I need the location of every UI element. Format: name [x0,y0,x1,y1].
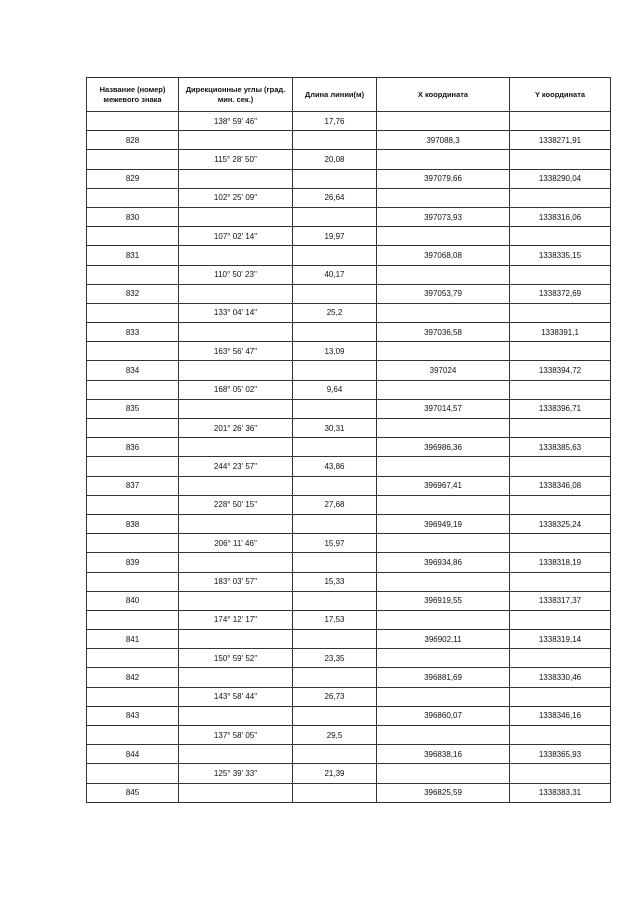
y-coordinate-cell [510,188,611,207]
table-row-segment [87,419,611,438]
line-length-cell [293,591,377,610]
y-coordinate-cell [510,534,611,553]
line-length-cell: 9,64 [293,380,377,399]
line-length-cell [293,169,377,188]
line-length-cell [293,783,377,802]
table-row-mark [87,207,611,226]
line-length-cell [293,246,377,265]
mark-name-cell [87,649,179,668]
x-coordinate-cell [377,112,510,131]
direction-angle-cell: 174° 12' 17" [179,610,293,629]
mark-name-cell: 828 [87,131,179,150]
x-coordinate-cell: 396825,59 [377,783,510,802]
x-coordinate-cell [377,726,510,745]
table-row-mark [87,169,611,188]
table-row-segment [87,188,611,207]
direction-angle-cell: 107° 02' 14" [179,227,293,246]
mark-name-cell [87,764,179,783]
mark-name-cell: 835 [87,399,179,418]
line-length-cell [293,438,377,457]
x-coordinate-cell [377,457,510,476]
mark-name-cell [87,303,179,322]
table-row-mark [87,246,611,265]
direction-angle-cell [179,476,293,495]
direction-angle-cell: 110° 50' 23" [179,265,293,284]
mark-name-cell: 845 [87,783,179,802]
table-row-segment [87,342,611,361]
table-row-segment [87,495,611,514]
direction-angle-cell [179,706,293,725]
y-coordinate-cell: 1338290,04 [510,169,611,188]
direction-angle-cell: 137° 58' 05" [179,726,293,745]
mark-name-cell [87,572,179,591]
table-row-segment [87,687,611,706]
x-coordinate-cell: 397036,58 [377,323,510,342]
line-length-cell [293,514,377,533]
line-length-cell [293,476,377,495]
y-coordinate-cell [510,726,611,745]
y-coordinate-cell [510,227,611,246]
direction-angle-cell: 115° 28' 50" [179,150,293,169]
table-row-mark [87,745,611,764]
table-row-mark [87,284,611,303]
table-row-segment [87,649,611,668]
table-row-mark [87,399,611,418]
y-coordinate-cell: 1338325,24 [510,514,611,533]
direction-angle-cell [179,399,293,418]
table-row-segment [87,726,611,745]
x-coordinate-cell [377,610,510,629]
direction-angle-cell: 143° 58' 44" [179,687,293,706]
direction-angle-cell [179,131,293,150]
x-coordinate-cell: 397024 [377,361,510,380]
mark-name-cell [87,534,179,553]
line-length-cell: 25,2 [293,303,377,322]
table-row-segment [87,112,611,131]
line-length-cell: 21,39 [293,764,377,783]
mark-name-cell [87,227,179,246]
mark-name-cell: 836 [87,438,179,457]
direction-angle-cell: 125° 39' 33" [179,764,293,783]
y-coordinate-cell: 1338330,46 [510,668,611,687]
direction-angle-cell [179,207,293,226]
line-length-cell: 29,5 [293,726,377,745]
direction-angle-cell: 228° 50' 15" [179,495,293,514]
table-body [87,112,611,803]
direction-angle-cell [179,553,293,572]
x-coordinate-cell: 397014,57 [377,399,510,418]
x-coordinate-cell [377,764,510,783]
direction-angle-cell [179,783,293,802]
mark-name-cell: 843 [87,706,179,725]
direction-angle-cell [179,246,293,265]
mark-name-cell [87,380,179,399]
x-coordinate-cell [377,380,510,399]
y-coordinate-cell: 1338316,06 [510,207,611,226]
header-direction-angle: Дирекционные углы (град. мин. сек.) [179,78,293,112]
x-coordinate-cell [377,572,510,591]
line-length-cell: 15,97 [293,534,377,553]
direction-angle-cell [179,323,293,342]
mark-name-cell [87,610,179,629]
x-coordinate-cell: 396949,19 [377,514,510,533]
line-length-cell: 40,17 [293,265,377,284]
direction-angle-cell: 150° 59' 52" [179,649,293,668]
mark-name-cell: 830 [87,207,179,226]
x-coordinate-cell: 397068,08 [377,246,510,265]
line-length-cell: 13,09 [293,342,377,361]
direction-angle-cell: 133° 04' 14" [179,303,293,322]
y-coordinate-cell [510,265,611,284]
mark-name-cell [87,188,179,207]
table-row-segment [87,303,611,322]
y-coordinate-cell: 1338385,63 [510,438,611,457]
x-coordinate-cell [377,265,510,284]
direction-angle-cell [179,284,293,303]
y-coordinate-cell: 1338391,1 [510,323,611,342]
header-row [87,78,611,112]
line-length-cell [293,131,377,150]
line-length-cell [293,207,377,226]
mark-name-cell [87,495,179,514]
mark-name-cell: 841 [87,630,179,649]
x-coordinate-cell [377,227,510,246]
y-coordinate-cell: 1338346,16 [510,706,611,725]
table-row-segment [87,457,611,476]
x-coordinate-cell [377,150,510,169]
x-coordinate-cell: 396881,69 [377,668,510,687]
mark-name-cell: 833 [87,323,179,342]
mark-name-cell [87,150,179,169]
y-coordinate-cell [510,303,611,322]
y-coordinate-cell [510,457,611,476]
table-row-segment [87,534,611,553]
line-length-cell [293,668,377,687]
mark-name-cell [87,265,179,284]
line-length-cell: 17,53 [293,610,377,629]
x-coordinate-cell [377,687,510,706]
x-coordinate-cell: 397073,93 [377,207,510,226]
mark-name-cell [87,342,179,361]
y-coordinate-cell [510,495,611,514]
table-row-mark [87,591,611,610]
x-coordinate-cell [377,419,510,438]
mark-name-cell [87,112,179,131]
y-coordinate-cell [510,150,611,169]
x-coordinate-cell: 396967,41 [377,476,510,495]
line-length-cell: 17,76 [293,112,377,131]
y-coordinate-cell [510,610,611,629]
table-row-mark [87,361,611,380]
coordinates-table [86,77,611,803]
table-row-mark [87,706,611,725]
y-coordinate-cell: 1338394,72 [510,361,611,380]
y-coordinate-cell: 1338372,69 [510,284,611,303]
x-coordinate-cell: 396838,16 [377,745,510,764]
table-row-mark [87,783,611,802]
y-coordinate-cell: 1338396,71 [510,399,611,418]
y-coordinate-cell [510,649,611,668]
line-length-cell [293,399,377,418]
direction-angle-cell [179,591,293,610]
line-length-cell: 15,33 [293,572,377,591]
line-length-cell [293,745,377,764]
table-row-segment [87,764,611,783]
line-length-cell [293,553,377,572]
direction-angle-cell: 201° 26' 36" [179,419,293,438]
direction-angle-cell [179,745,293,764]
mark-name-cell [87,419,179,438]
table-row-mark [87,323,611,342]
y-coordinate-cell: 1338317,37 [510,591,611,610]
table-row-mark [87,438,611,457]
y-coordinate-cell [510,687,611,706]
mark-name-cell: 844 [87,745,179,764]
table-row-mark [87,668,611,687]
mark-name-cell [87,726,179,745]
line-length-cell [293,284,377,303]
header-y-coordinate: Y координата [510,78,611,112]
x-coordinate-cell [377,495,510,514]
mark-name-cell: 839 [87,553,179,572]
y-coordinate-cell [510,112,611,131]
line-length-cell [293,323,377,342]
line-length-cell: 30,31 [293,419,377,438]
direction-angle-cell: 168° 05' 02" [179,380,293,399]
mark-name-cell: 832 [87,284,179,303]
y-coordinate-cell [510,342,611,361]
direction-angle-cell: 183° 03' 57" [179,572,293,591]
x-coordinate-cell: 397079,66 [377,169,510,188]
mark-name-cell [87,687,179,706]
mark-name-cell: 831 [87,246,179,265]
direction-angle-cell [179,169,293,188]
mark-name-cell: 837 [87,476,179,495]
direction-angle-cell [179,514,293,533]
y-coordinate-cell: 1338365,93 [510,745,611,764]
direction-angle-cell [179,630,293,649]
x-coordinate-cell [377,188,510,207]
y-coordinate-cell: 1338271,91 [510,131,611,150]
x-coordinate-cell: 396860,07 [377,706,510,725]
header-line-length: Длина линии(м) [293,78,377,112]
x-coordinate-cell [377,342,510,361]
x-coordinate-cell [377,649,510,668]
direction-angle-cell [179,438,293,457]
line-length-cell: 43,86 [293,457,377,476]
y-coordinate-cell: 1338346,08 [510,476,611,495]
direction-angle-cell: 163° 56' 47" [179,342,293,361]
table-row-segment [87,265,611,284]
header-x-coordinate: X координата [377,78,510,112]
mark-name-cell: 842 [87,668,179,687]
direction-angle-cell: 102° 25' 09" [179,188,293,207]
direction-angle-cell [179,361,293,380]
table-row-mark [87,514,611,533]
line-length-cell: 20,08 [293,150,377,169]
table-row-mark [87,476,611,495]
y-coordinate-cell: 1338383,31 [510,783,611,802]
y-coordinate-cell: 1338335,15 [510,246,611,265]
table-row-segment [87,150,611,169]
line-length-cell: 19,97 [293,227,377,246]
direction-angle-cell: 138° 59' 46" [179,112,293,131]
mark-name-cell: 834 [87,361,179,380]
direction-angle-cell: 206° 11' 46" [179,534,293,553]
x-coordinate-cell: 397053,79 [377,284,510,303]
x-coordinate-cell: 396986,36 [377,438,510,457]
mark-name-cell [87,457,179,476]
line-length-cell: 26,73 [293,687,377,706]
x-coordinate-cell [377,534,510,553]
table-row-segment [87,380,611,399]
table-row-mark [87,630,611,649]
mark-name-cell: 840 [87,591,179,610]
mark-name-cell: 838 [87,514,179,533]
header-mark-name: Название (номер) межевого знака [87,78,179,112]
line-length-cell [293,706,377,725]
table-row-segment [87,610,611,629]
line-length-cell [293,361,377,380]
y-coordinate-cell [510,572,611,591]
line-length-cell [293,630,377,649]
x-coordinate-cell: 396902,11 [377,630,510,649]
line-length-cell: 23,35 [293,649,377,668]
direction-angle-cell: 244° 23' 57" [179,457,293,476]
y-coordinate-cell: 1338319,14 [510,630,611,649]
y-coordinate-cell [510,764,611,783]
y-coordinate-cell [510,380,611,399]
line-length-cell: 26,64 [293,188,377,207]
line-length-cell: 27,68 [293,495,377,514]
y-coordinate-cell: 1338318,19 [510,553,611,572]
x-coordinate-cell [377,303,510,322]
table-row-mark [87,131,611,150]
direction-angle-cell [179,668,293,687]
mark-name-cell: 829 [87,169,179,188]
x-coordinate-cell: 396934,86 [377,553,510,572]
table-row-segment [87,227,611,246]
table-row-segment [87,572,611,591]
table-row-mark [87,553,611,572]
y-coordinate-cell [510,419,611,438]
x-coordinate-cell: 396919,55 [377,591,510,610]
x-coordinate-cell: 397088,3 [377,131,510,150]
